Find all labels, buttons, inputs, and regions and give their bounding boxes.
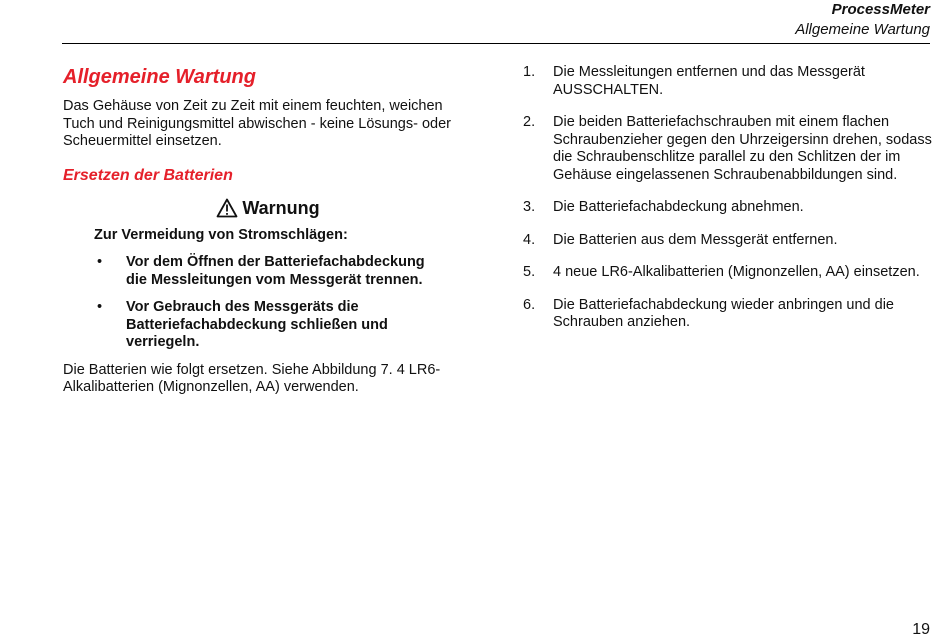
step-text: 4 neue LR6-Alkalibatterien (Mignonzellen, AA) einsetzen. [553, 264, 920, 280]
warning-bullets [94, 254, 434, 352]
step-number: 5. [523, 264, 536, 280]
warning-bullet-text: Vor dem Öffnen der Batteriefachabdeckung die Messleitungen vom Messgerät trennen. [126, 254, 425, 288]
step-number: 6. [523, 296, 536, 313]
step-text: Die Messleitungen entfernen und das Messgerät AUSSCHALTEN. [553, 64, 865, 98]
section-title: Allgemeine Wartung [63, 66, 256, 88]
warning-bullet [94, 299, 434, 352]
warning-bullet-text: Vor Gebrauch des Messgeräts die Batteriefachabdeckung schließen und verriegeln. [126, 299, 388, 350]
step-item [523, 232, 933, 250]
right-column [523, 64, 933, 347]
step-number: 2. [523, 114, 536, 130]
page-header [795, 0, 930, 40]
warning-bullet [94, 254, 434, 289]
step-text: Die Batteriefachabdeckung abnehmen. [553, 199, 804, 215]
header-divider [62, 43, 930, 44]
warning-triangle-icon [216, 198, 238, 218]
warning-block [94, 227, 434, 352]
step-item [523, 199, 933, 217]
bullet-icon: • [97, 254, 103, 270]
battery-steps-list [523, 64, 933, 332]
warning-lead: Zur Vermeidung von Stromschlägen: [94, 226, 348, 243]
step-item [523, 64, 933, 99]
warning-label: Warnung [242, 197, 320, 218]
chapter-title: Allgemeine Wartung [795, 21, 930, 38]
bullet-icon: • [97, 299, 103, 315]
step-text: Die Batterien aus dem Messgerät entfernen. [553, 231, 838, 248]
step-number: 4. [523, 231, 536, 248]
step-text: Die Batteriefachabdeckung wieder anbringen und die Schrauben anziehen. [553, 296, 894, 330]
document-title: ProcessMeter [831, 1, 930, 18]
battery-instructions-intro: Die Batterien wie folgt ersetzen. Siehe Abbildung 7. 4 LR6-Alkalibatterien (Mignonzellen, AA) verwenden. [63, 361, 441, 395]
step-number: 1. [523, 64, 536, 80]
step-item [523, 297, 933, 332]
step-item [523, 114, 933, 184]
step-item [523, 264, 933, 282]
maintenance-intro: Das Gehäuse von Zeit zu Zeit mit einem feuchten, weichen Tuch und Reinigungsmittel abwischen - keine Lösungs- oder Scheuermittel einsetzen. [63, 98, 451, 149]
page-number: 19 [912, 621, 930, 638]
subsection-title: Ersetzen der Batterien [63, 166, 233, 184]
step-number: 3. [523, 199, 536, 215]
warning-heading [63, 195, 453, 221]
step-text: Die beiden Batteriefachschrauben mit einem flachen Schraubenzieher gegen den Uhrzeigersinn drehen, sodass die Schraubenschlitze parallel zu den Schlitzen der im Gehäuse eingelassenen Schraubenabbildungen sind. [553, 114, 932, 183]
left-column [63, 64, 453, 397]
